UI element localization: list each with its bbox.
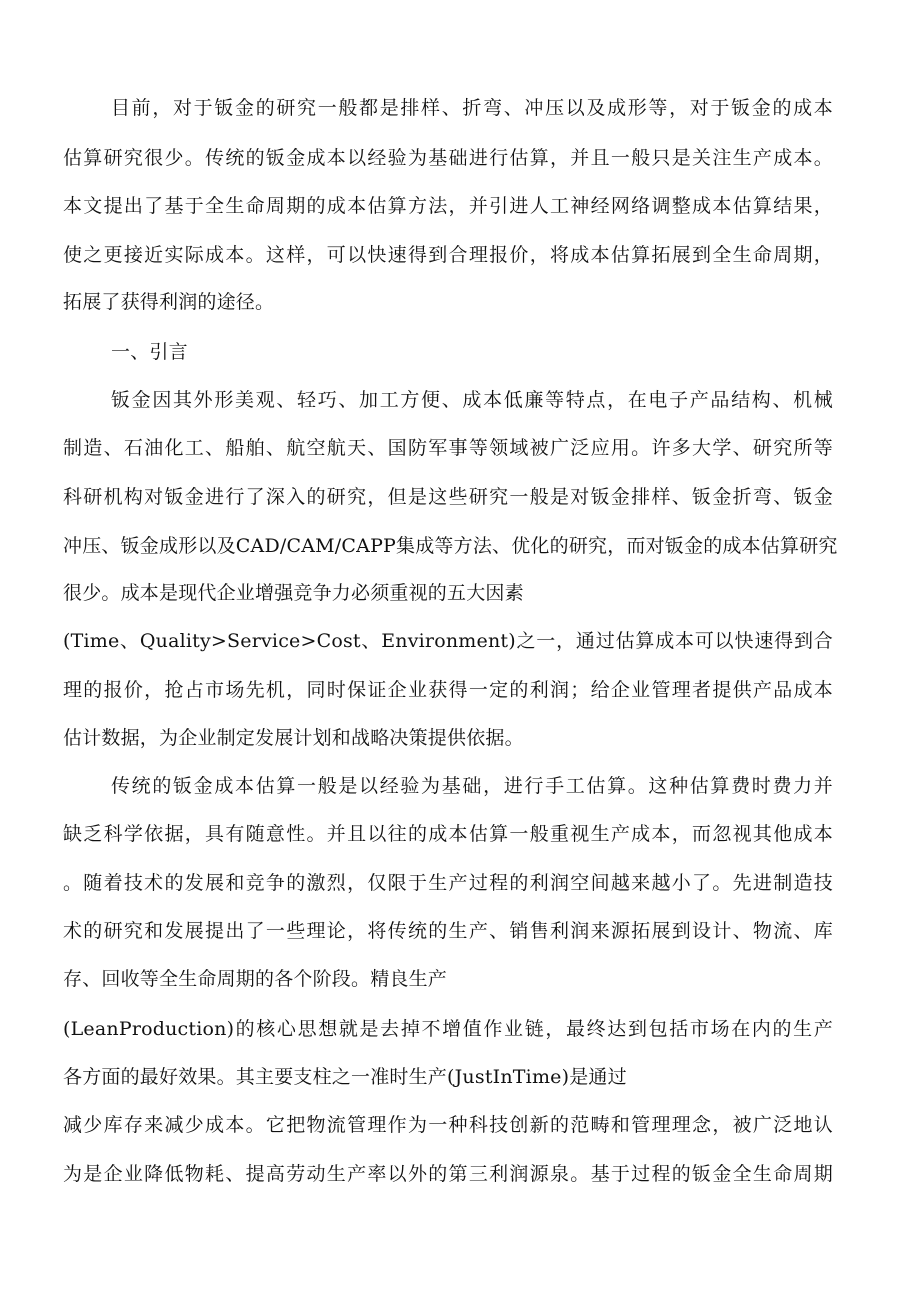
body-line: 为是企业降低物耗、提高劳动生产率以外的第三利润源泉。基于过程的钣金全生命周期 [63, 1163, 833, 1185]
body-line: (LeanProduction)的核心思想就是去掉不增值作业链，最终达到包括市场在内的生产 [63, 1018, 833, 1040]
abstract-line: 本文提出了基于全生命周期的成本估算方法，并引进人工神经网络调整成本估算结果， [63, 195, 833, 217]
abstract-line: 估算研究很少。传统的钣金成本以经验为基础进行估算，并且一般只是关注生产成本。 [63, 147, 833, 169]
body-line: 缺乏科学依据，具有随意性。并且以往的成本估算一般重视生产成本，而忽视其他成本 [63, 823, 833, 845]
intro-line: 科研机构对钣金进行了深入的研究，但是这些研究一般是对钣金排样、钣金折弯、钣金 [63, 486, 833, 508]
body-line: 术的研究和发展提出了一些理论，将传统的生产、销售利润来源拓展到设计、物流、库 [63, 920, 833, 942]
intro-line: 估计数据，为企业制定发展计划和战略决策提供依据。 [63, 727, 524, 749]
body-line: 各方面的最好效果。其主要支柱之一准时生产(JustInTime)是通过 [63, 1066, 627, 1088]
body-line: 传统的钣金成本估算一般是以经验为基础，进行手工估算。这种估算费时费力并 [111, 775, 833, 797]
intro-line: 理的报价，抢占市场先机，同时保证企业获得一定的利润；给企业管理者提供产品成本 [63, 679, 833, 701]
abstract-line: 目前，对于钣金的研究一般都是排样、折弯、冲压以及成形等，对于钣金的成本 [111, 97, 833, 119]
abstract-line: 使之更接近实际成本。这样，可以快速得到合理报价，将成本估算拓展到全生命周期， [63, 244, 833, 266]
body-line: 存、回收等全生命周期的各个阶段。精良生产 [63, 968, 448, 990]
intro-line: (Time、Quality>Service>Cost、Environment)之一，通过估算成本可以快速得到合 [63, 630, 833, 652]
body-line: 。随着技术的发展和竞争的激烈，仅限于生产过程的利润空间越来越小了。先进制造技 [63, 872, 833, 894]
intro-line: 钣金因其外形美观、轻巧、加工方便、成本低廉等特点，在电子产品结构、机械 [111, 389, 833, 411]
abstract-line: 拓展了获得利润的途径。 [63, 291, 275, 313]
intro-line: 制造、石油化工、船舶、航空航天、国防军事等领域被广泛应用。许多大学、研究所等 [63, 437, 833, 459]
body-line: 减少库存来减少成本。它把物流管理作为一种科技创新的范畴和管理理念，被广泛地认 [63, 1114, 833, 1136]
intro-line: 冲压、钣金成形以及CAD/CAM/CAPP集成等方法、优化的研究，而对钣金的成本估算研究 [63, 535, 838, 557]
intro-line: 很少。成本是现代企业增强竞争力必须重视的五大因素 [63, 582, 524, 604]
section-heading: 一、引言 [111, 341, 188, 363]
